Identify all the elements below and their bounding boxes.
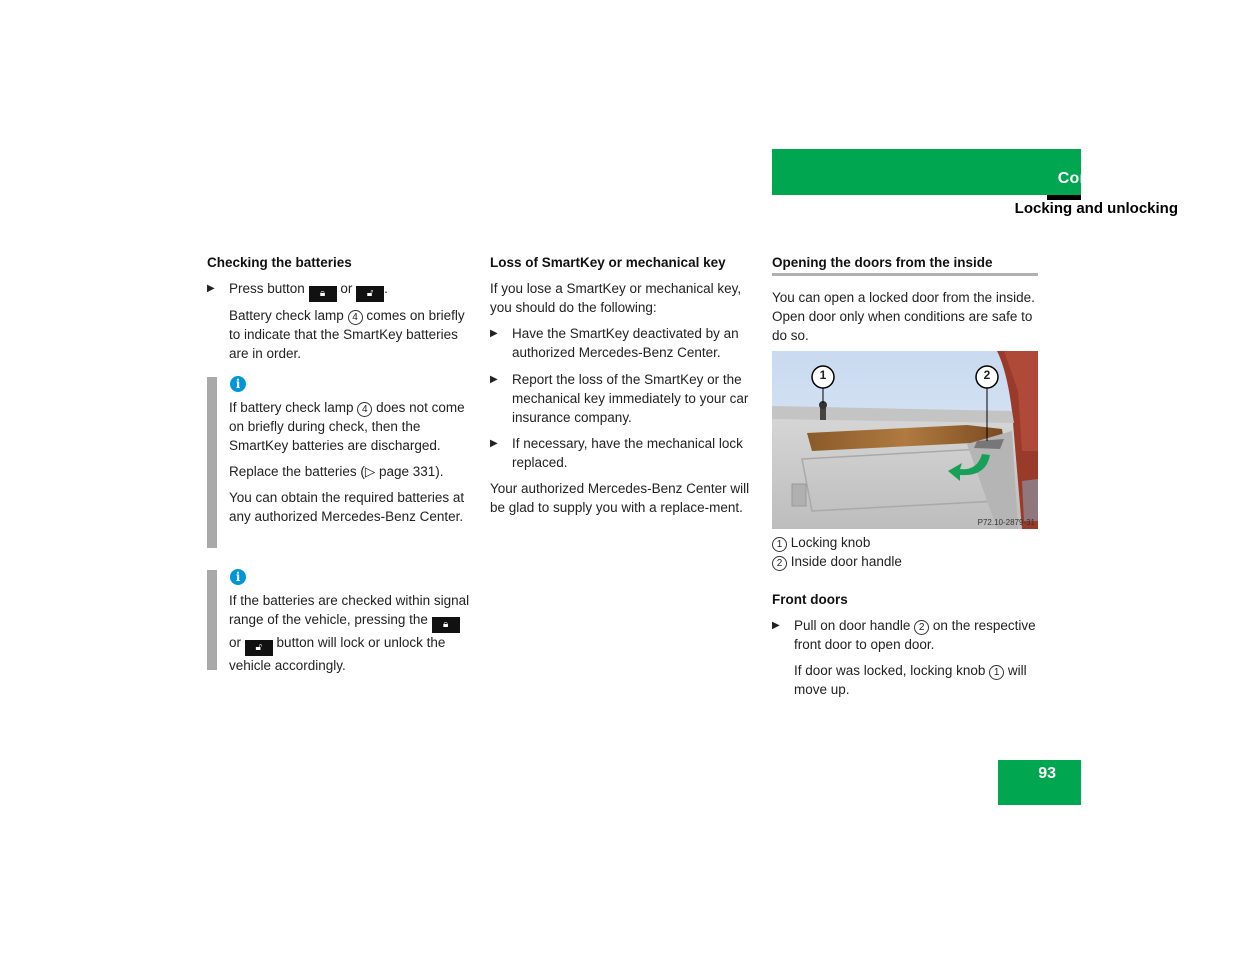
info-icon: i <box>230 569 246 585</box>
step-text-a: Pull on door handle <box>794 618 911 633</box>
list-item-text: Have the SmartKey deactivated by an authorized Mercedes-Benz Center. <box>512 326 739 360</box>
opening-intro: You can open a locked door from the inside. Open door only when conditions are safe to do so. <box>772 290 1035 343</box>
legend-item-2 <box>772 552 1038 571</box>
unlock-icon: 🔓︎ <box>356 286 384 302</box>
result-text-b: will move up. <box>794 663 1027 697</box>
note2-text-b: button will lock or unlock the vehicle accordingly. <box>229 635 446 673</box>
subsection-title: Locking and unlocking <box>1009 200 1178 217</box>
lock-icon: 🔒︎ <box>432 617 460 633</box>
bullet-icon: ▶ <box>490 328 498 339</box>
step-text: Press button <box>229 281 305 296</box>
callout-1: 1 <box>989 665 1004 680</box>
note2-text-a: If the batteries are checked within signal range of the vehicle, pressing the <box>229 593 470 627</box>
unlock-icon: 🔓︎ <box>245 640 273 656</box>
section-title: Controls in detail <box>1057 170 1192 187</box>
knob-result <box>794 661 1038 699</box>
legend-item-1 <box>772 533 1038 552</box>
note-text-b: does not come on briefly during check, then the SmartKey batteries are discharged. <box>229 400 465 453</box>
step-or: or <box>340 281 353 296</box>
page-number: 93 <box>1038 765 1056 782</box>
heading-rule <box>772 273 1038 276</box>
list-item-text: If necessary, have the mechanical lock replaced. <box>512 436 743 470</box>
bullet-icon: ▶ <box>490 374 498 385</box>
callout-2: 2 <box>772 556 787 571</box>
list-item <box>490 434 755 472</box>
door-figure <box>772 351 1038 529</box>
note2-or: or <box>229 635 242 650</box>
note-text-a: If battery check lamp <box>229 400 354 415</box>
batteries-heading: Checking the batteries <box>207 255 352 270</box>
note-bar <box>207 377 217 548</box>
pull-handle-step <box>772 616 1038 654</box>
opening-heading: Opening the doors from the inside <box>772 255 993 270</box>
result-text-a: If door was locked, locking knob <box>794 663 986 678</box>
step-end: . <box>384 281 388 296</box>
bullet-icon: ▶ <box>772 620 780 631</box>
legend-label: Inside door handle <box>790 554 902 569</box>
callout-4: 4 <box>357 402 372 417</box>
loss-heading: Loss of SmartKey or mechanical key <box>490 255 726 270</box>
note-bar <box>207 570 217 670</box>
step-text-b: on the respective front door to open door. <box>794 618 1036 652</box>
callout-2: 2 <box>983 368 991 382</box>
list-item <box>490 324 755 362</box>
list-item-text: Report the loss of the SmartKey or the mechanical key immediately to your car insurance company. <box>512 372 749 425</box>
header-band <box>772 149 1081 195</box>
result-text-b: comes on briefly to indicate that the SmartKey batteries are in order. <box>229 308 465 361</box>
battery-check-result <box>229 306 469 363</box>
legend-label: Locking knob <box>790 535 871 550</box>
loss-intro: If you lose a SmartKey or mechanical key, you should do the following: <box>490 281 742 315</box>
note-replace: Replace the batteries (▷ page 331). <box>229 464 444 479</box>
note-signal-range <box>229 591 473 675</box>
callout-2: 2 <box>914 620 929 635</box>
bullet-icon: ▶ <box>490 438 498 449</box>
lock-icon: 🔒︎ <box>309 286 337 302</box>
door-illustration <box>772 351 1038 529</box>
figure-code: P72.10-2879-31 <box>977 518 1035 527</box>
loss-outro: Your authorized Mercedes-Benz Center will be glad to supply you with a replace-ment. <box>490 481 750 515</box>
result-text-a: Battery check lamp <box>229 308 344 323</box>
bullet-icon: ▶ <box>207 283 215 294</box>
note-discharged <box>229 398 473 455</box>
list-item <box>490 370 755 427</box>
callout-1: 1 <box>819 368 827 382</box>
note-obtain: You can obtain the required batteries at any authorized Mercedes-Benz Center. <box>229 490 465 524</box>
info-icon: i <box>230 376 246 392</box>
callout-4: 4 <box>348 310 363 325</box>
callout-1: 1 <box>772 537 787 552</box>
front-doors-heading: Front doors <box>772 592 848 607</box>
